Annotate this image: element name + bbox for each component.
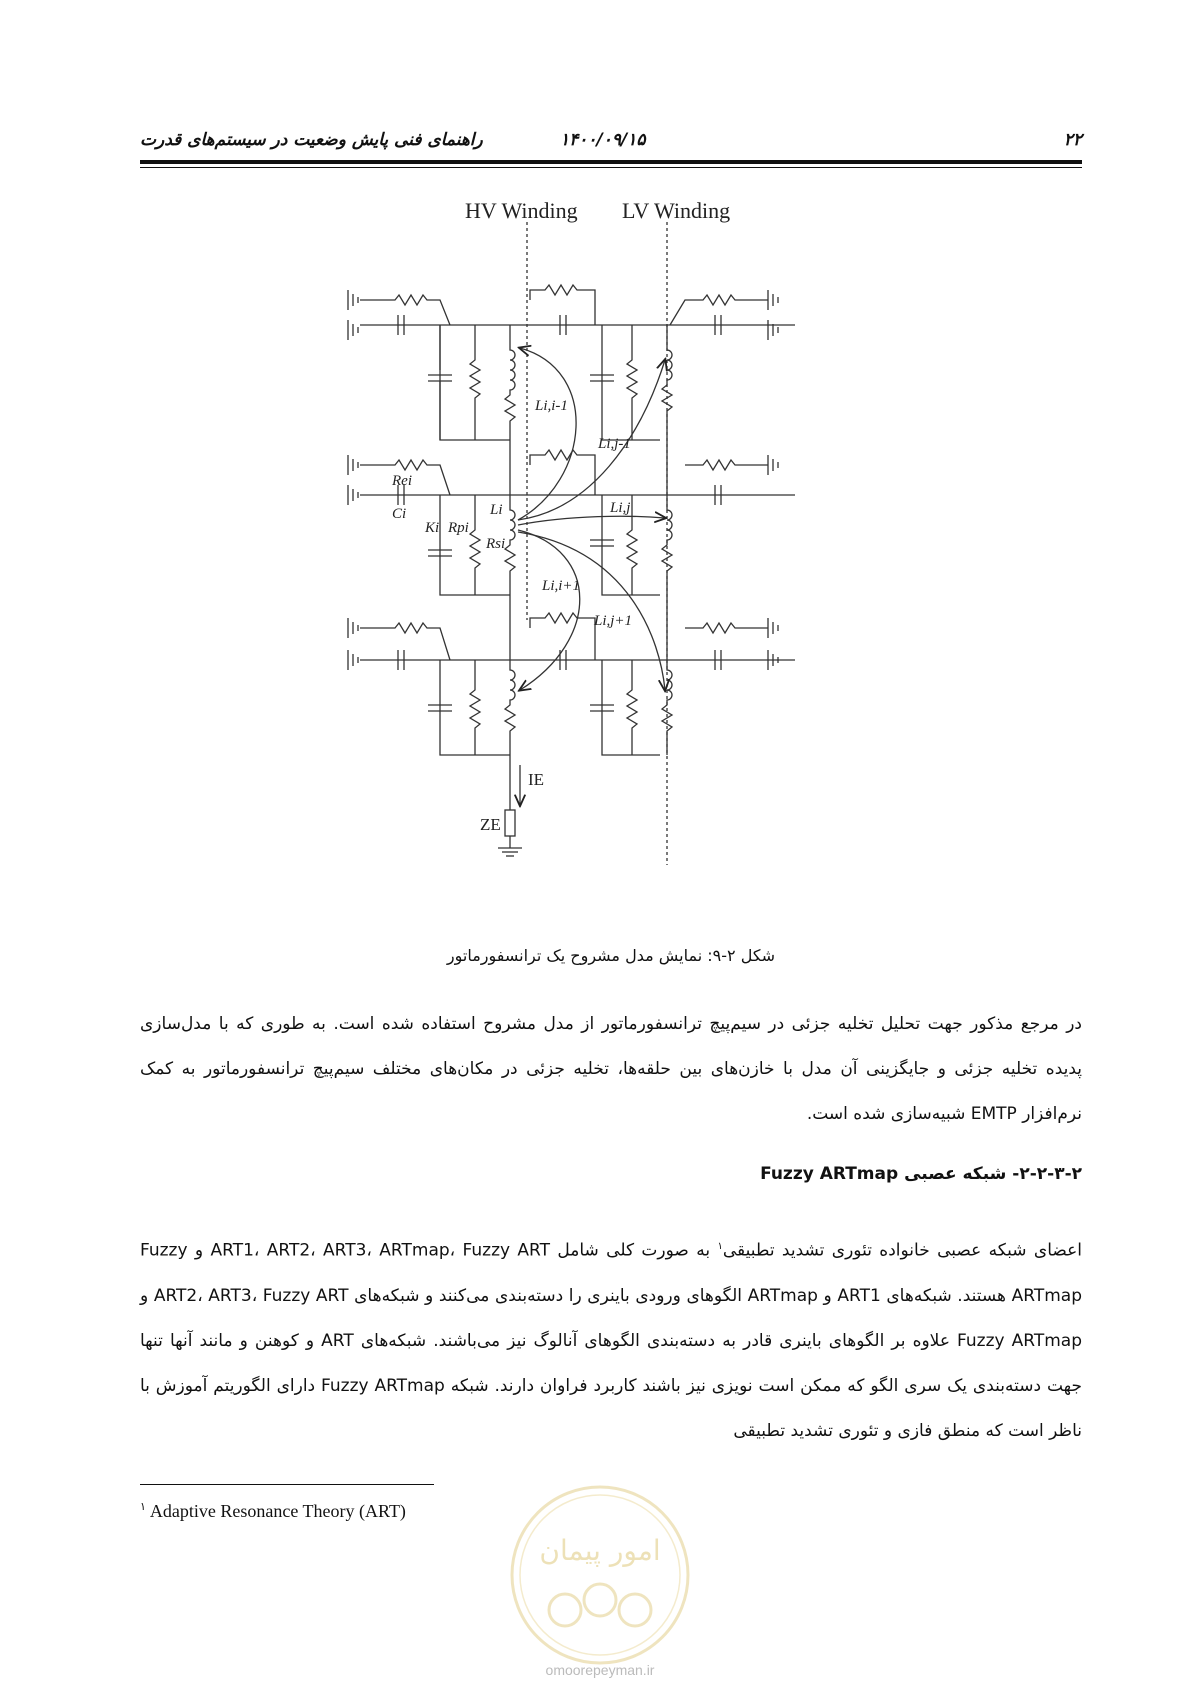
section-heading: ۲-۲-۳-۲- شبکه عصبی Fuzzy ARTmap bbox=[760, 1164, 1082, 1184]
footnote-rule bbox=[140, 1484, 434, 1485]
hv-winding-label: HV Winding bbox=[465, 200, 578, 223]
label-l-i-j-plus1: Li,j+1 bbox=[594, 613, 633, 629]
label-r-pi: Rpi bbox=[448, 520, 469, 536]
label-z-e: ZE bbox=[480, 815, 501, 834]
footnote-mark: ۱ bbox=[140, 1501, 146, 1513]
transformer-model-diagram bbox=[340, 200, 860, 940]
label-l-i-j: Li,j bbox=[610, 500, 631, 516]
label-r-si: Rsi bbox=[486, 536, 506, 552]
label-c-i: Ci bbox=[392, 506, 407, 522]
lv-winding-label: LV Winding bbox=[622, 200, 731, 223]
paragraph-2-start: اعضای شبکه عصبی خانواده تئوری تشدید تطبیقی bbox=[722, 1240, 1082, 1261]
paragraph-2 bbox=[140, 1224, 1082, 1454]
label-l-i-i-minus1: Li,i-1 bbox=[535, 398, 568, 414]
header-title: راهنمای فنی پایش وضعیت در سیستم‌های قدرت bbox=[140, 130, 483, 150]
watermark-logo bbox=[505, 1480, 695, 1670]
paragraph-2-rest: به صورت کلی شامل ART1، ART2، ART3، ARTmap، Fuzzy ART و Fuzzy ARTmap هستند. شبکه‌های ART1 و ARTmap الگوهای ورودی باینری را دسته‌بندی می‌کنند و شبکه‌های ART2، ART3، Fuzzy ART و Fuzzy ARTmap علاوه بر الگوهای باینری قادر به دسته‌بندی الگوهای آنالوگ نیز می‌باشند. شبکه‌های ART و کوهنن و مانند آنها تنها جهت دسته‌بندی یک سری الگو که ممکن است نویزی نیز باشند کاربرد فراوان دارند. شبکه Fuzzy ARTmap دارای الگوریتم آموزش با ناظر است که منطق فازی و تئوری تشدید تطبیقی bbox=[140, 1240, 1083, 1441]
header-rule-thick bbox=[140, 160, 1082, 164]
label-l-i: Li bbox=[490, 502, 503, 518]
label-r-ei: Rei bbox=[392, 473, 412, 489]
label-l-i-i-plus1: Li,i+1 bbox=[542, 578, 581, 594]
footnote-text: Adaptive Resonance Theory (ART) bbox=[149, 1501, 406, 1521]
header-rule-thin bbox=[140, 167, 1082, 168]
figure-caption: شکل ۲-۹: نمایش مدل مشروح یک ترانسفورماتور bbox=[446, 946, 776, 965]
page-header bbox=[140, 122, 1082, 158]
watermark-logo-text: امور پیمان bbox=[539, 1534, 661, 1567]
label-i-e: IE bbox=[528, 770, 545, 789]
watermark-url: omoorepeyman.ir bbox=[545, 1662, 655, 1678]
page-number: ۲۲ bbox=[1063, 130, 1082, 150]
paragraph-1: در مرجع مذکور جهت تحلیل تخلیه جزئی در سیم‌پیچ ترانسفورماتور از مدل مشروح استفاده شده است. به طوری که با مدل‌سازی پدیده تخلیه جزئی و جایگزینی آن مدل با خازن‌های بین حلقه‌ها، تخلیه جزئی در مکان‌های مختلف سیم‌پیچ ترانسفورماتور به کمک نرم‌افزار EMTP شبیه‌سازی شده است. bbox=[140, 1014, 1082, 1124]
header-date: ۱۴۰۰/۰۹/۱۵ bbox=[560, 130, 646, 150]
label-l-i-j-minus1: Li,j-1 bbox=[598, 436, 631, 452]
footnote-reference[interactable]: ۱ bbox=[717, 1241, 723, 1252]
label-k-i: Ki bbox=[425, 520, 440, 536]
